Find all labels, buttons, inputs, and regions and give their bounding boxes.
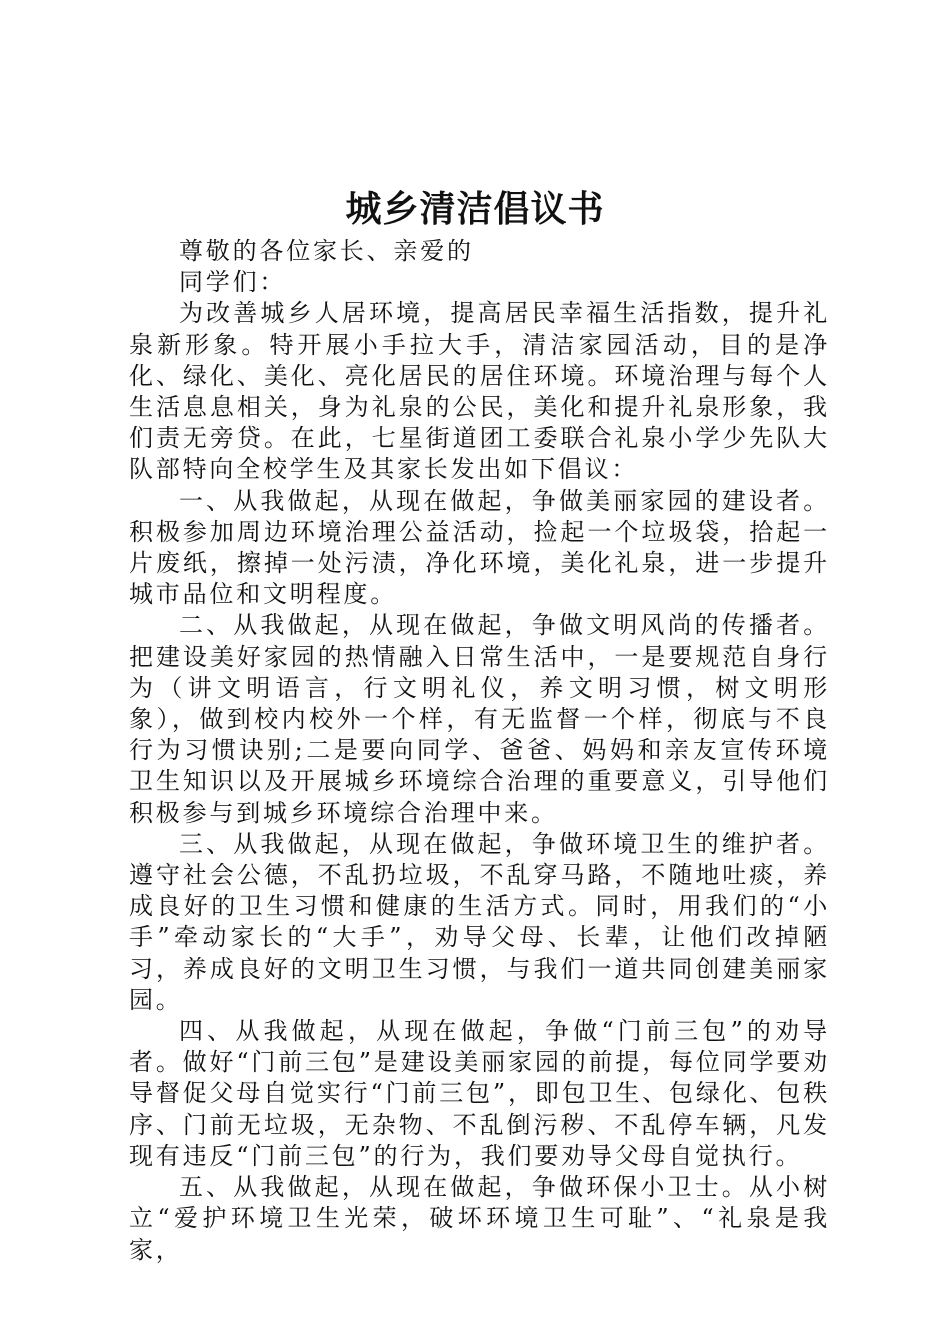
- body-paragraph: 三、从我做起，从现在做起，争做环境卫生的维护者。遵守社会公德，不乱扔垃圾，不乱穿马路，不随地吐痰，养成良好的卫生习惯和健康的生活方式。同时，用我们的“小手”牵动家长的“大手”，劝导父母、长辈，让他们改掉陋习，养成良好的文明卫生习惯，与我们一道共同创建美丽家园。: [129, 829, 830, 1014]
- salutation-line: 尊敬的各位家长、亲爱的: [179, 237, 474, 265]
- salutation-line: 同学们：: [179, 268, 287, 297]
- body-paragraph: 为改善城乡人居环境，提高居民幸福生活指数，提升礼泉新形象。特开展小手拉大手，清洁家园活动，目的是净化、绿化、美化、亮化居民的居住环境。环境治理与每个人生活息息相关，身为礼泉的公民，美化和提升礼泉形象，我们责无旁贷。在此，七星街道团工委联合礼泉小学少先队大队部特向全校学生及其家长发出如下倡议：: [129, 299, 830, 484]
- body-paragraph: 四、从我做起，从现在做起，争做“门前三包”的劝导者。做好“门前三包”是建设美丽家园的前提，每位同学要劝导督促父母自觉实行“门前三包”，即包卫生、包绿化、包秩序、门前无垃圾，无杂物、不乱倒污秽、不乱停车辆，凡发现有违反“门前三包”的行为，我们要劝导父母自觉执行。: [129, 1017, 830, 1170]
- document-body: [129, 236, 830, 1266]
- body-paragraph: 二、从我做起，从现在做起，争做文明风尚的传播者。把建设美好家园的热情融入日常生活中，一是要规范自身行为（讲文明语言，行文明礼仪，养文明习惯，树文明形象），做到校内校外一个样，有无监督一个样，彻底与不良行为习惯诀别;二是要向同学、爸爸、妈妈和亲友宣传环境卫生知识以及开展城乡环境综合治理的重要意义，引导他们积极参与到城乡环境综合治理中来。: [129, 611, 830, 827]
- body-paragraph: 五、从我做起，从现在做起，争做环保小卫士。从小树立“爱护环境卫生光荣，破坏环境卫生可耻”、“礼泉是我家，: [129, 1173, 830, 1264]
- body-paragraph: 一、从我做起，从现在做起，争做美丽家园的建设者。积极参加周边环境治理公益活动，捡起一个垃圾袋，拾起一片废纸，擦掉一处污渍，净化环境，美化礼泉，进一步提升城市品位和文明程度。: [129, 486, 830, 609]
- document-title: 城乡清洁倡议书: [345, 188, 605, 230]
